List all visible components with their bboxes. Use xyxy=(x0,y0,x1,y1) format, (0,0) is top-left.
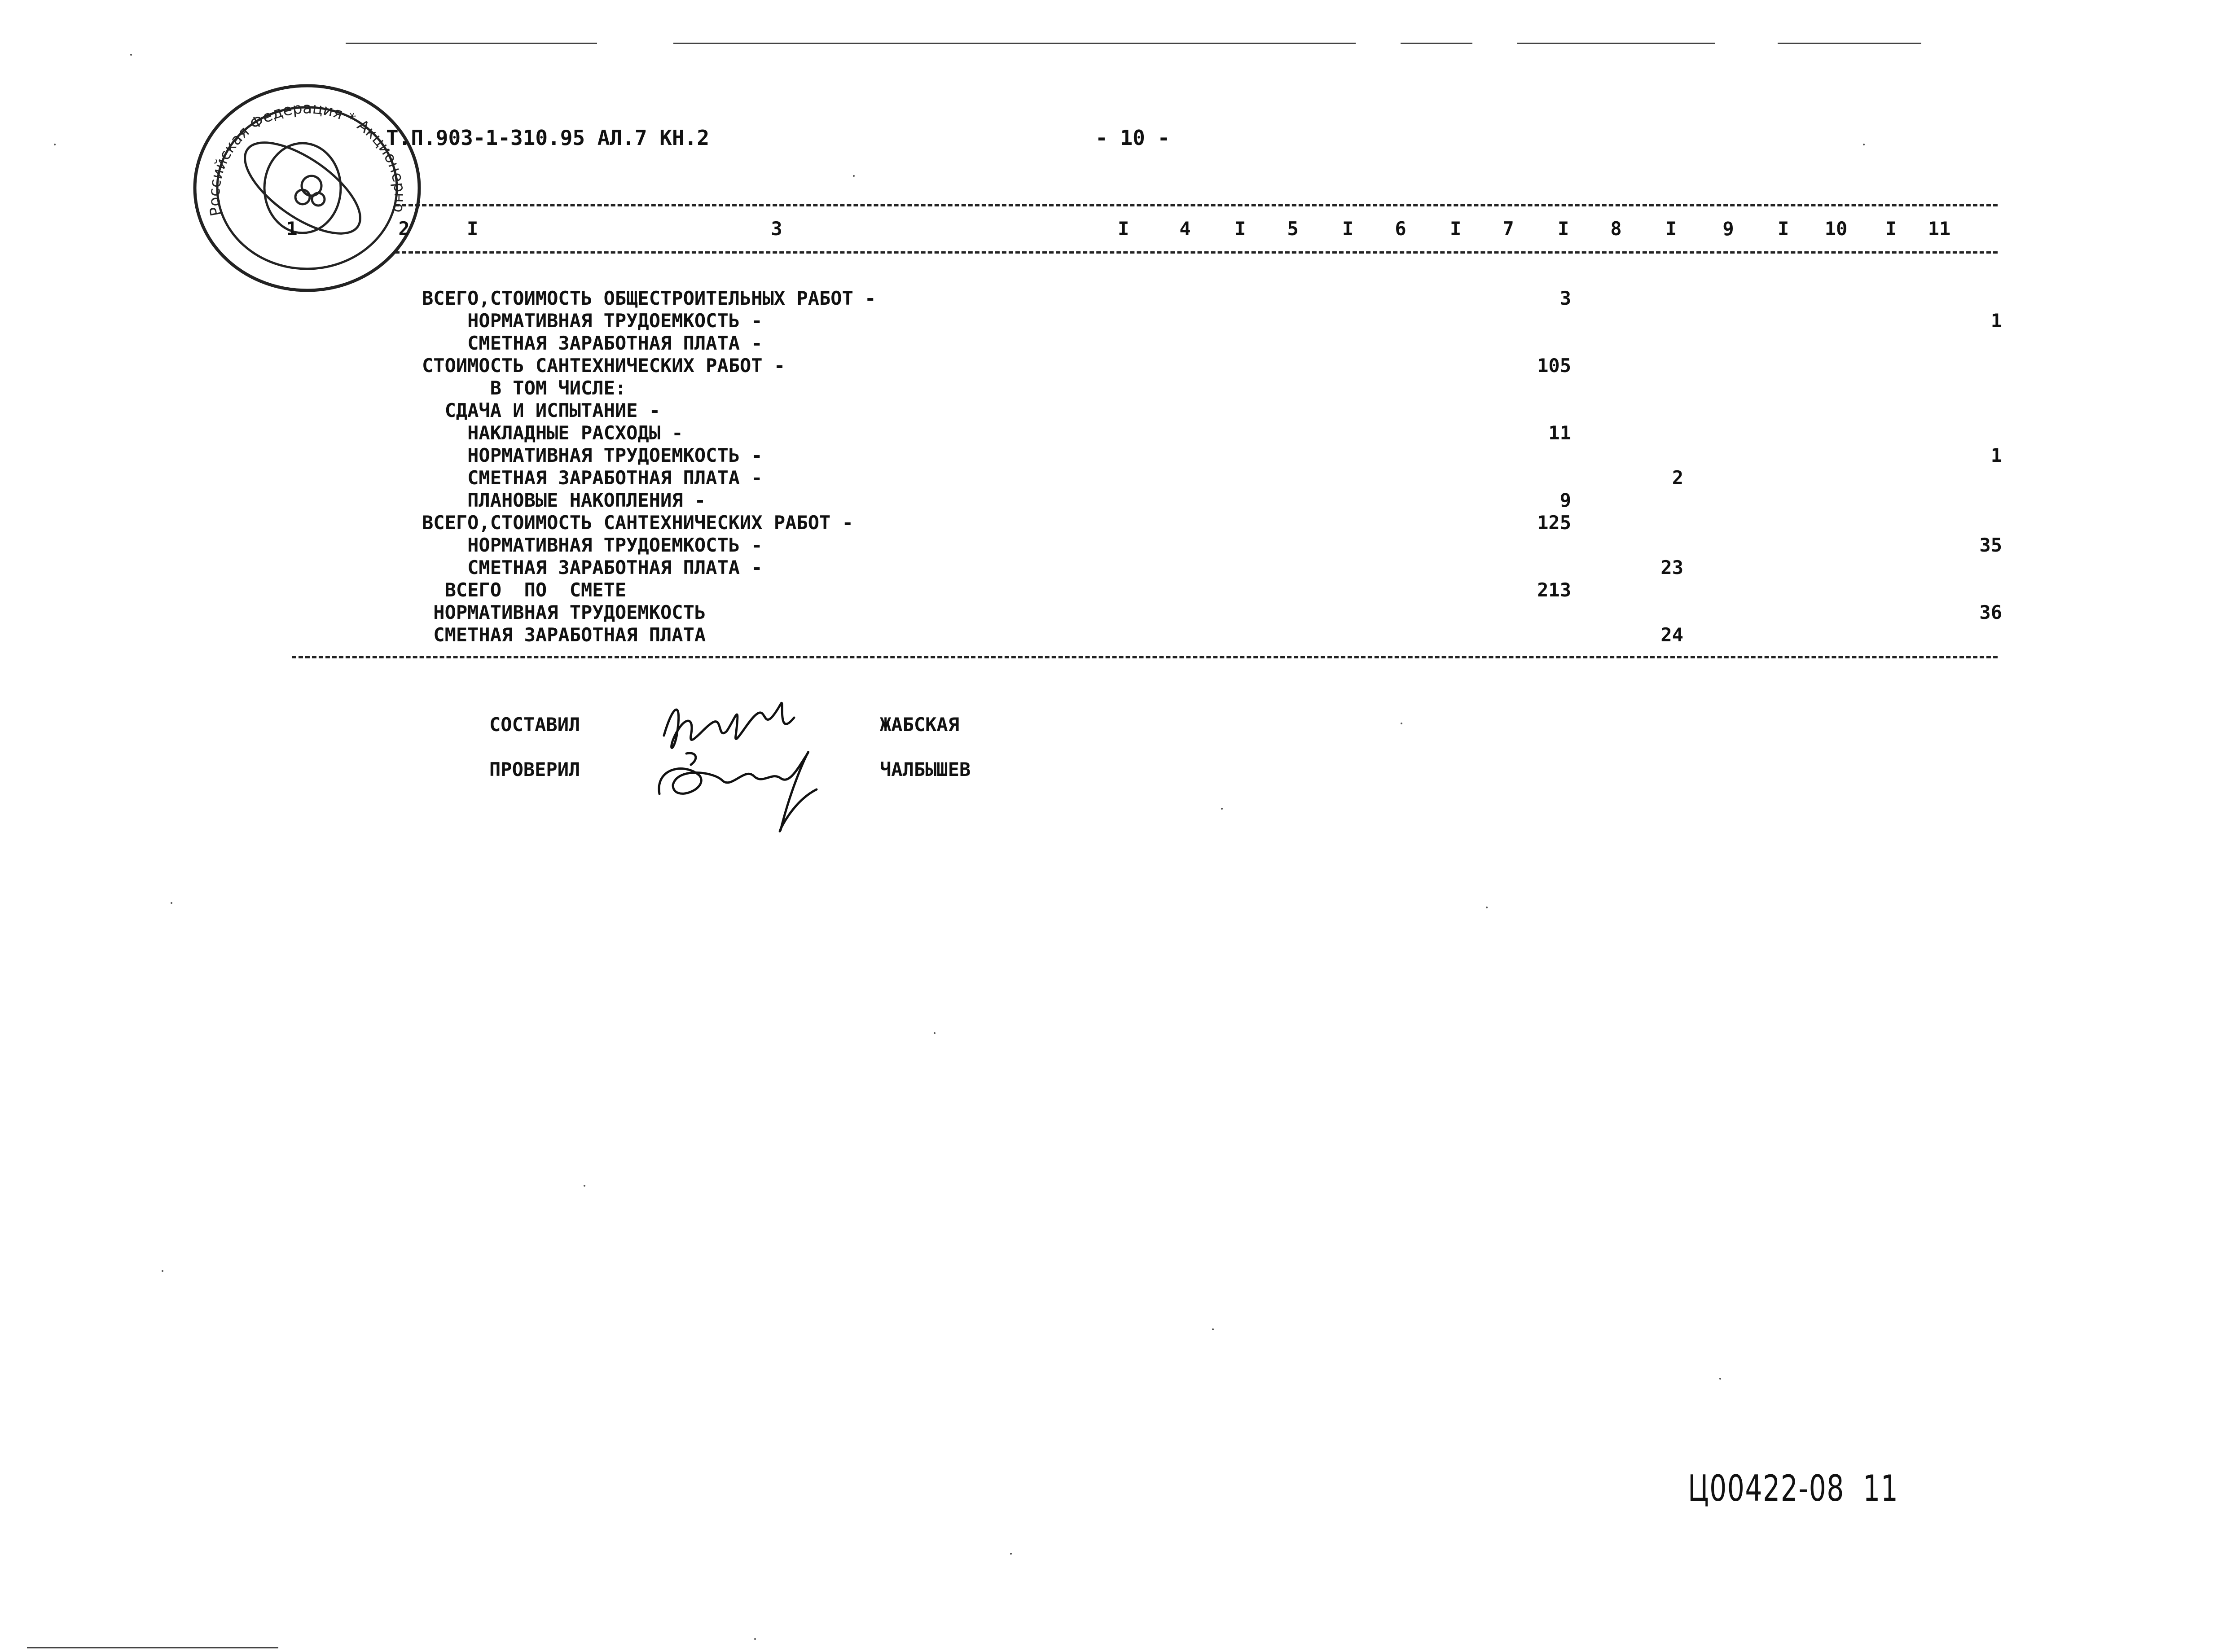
cell-c7: 9 xyxy=(1559,489,1571,511)
cell-c7: 105 xyxy=(1537,355,1571,377)
column-header: 11 xyxy=(1928,218,1951,240)
column-separator: I xyxy=(1234,218,1246,240)
row-label: СДАЧА И ИСПЫТАНИЕ - xyxy=(422,399,661,421)
row-label: НОРМАТИВНАЯ ТРУДОЕМКОСТЬ - xyxy=(422,444,763,466)
row-label: ПЛАНОВЫЕ НАКОПЛЕНИЯ - xyxy=(422,489,706,511)
column-separator: I xyxy=(1778,218,1789,240)
row-label: СМЕТНАЯ ЗАРАБОТНАЯ ПЛАТА - xyxy=(422,467,763,489)
column-separator: I xyxy=(1885,218,1897,240)
company-stamp xyxy=(182,72,415,287)
cell-c7: 3 xyxy=(1559,287,1571,309)
cell-c8: 24 xyxy=(1660,624,1683,646)
column-separator: I xyxy=(1665,218,1677,240)
scan-speck xyxy=(853,175,855,177)
svg-text:Российская Федерация * Акционе xyxy=(190,80,409,218)
bottom-rule-fragment xyxy=(27,1647,278,1648)
row-label: СМЕТНАЯ ЗАРАБОТНАЯ ПЛАТА xyxy=(422,624,706,646)
compiled-by-name: ЖАБСКАЯ xyxy=(880,714,960,736)
column-header: 1 xyxy=(286,218,298,240)
cell-c11: 1 xyxy=(1990,444,2002,466)
table-bottom-rule xyxy=(292,656,1998,658)
scan-speck xyxy=(1010,1553,1012,1555)
compiled-by-label: СОСТАВИЛ xyxy=(489,714,580,736)
column-separator: I xyxy=(467,218,479,240)
column-header: 2 xyxy=(398,218,410,240)
row-label: СМЕТНАЯ ЗАРАБОТНАЯ ПЛАТА - xyxy=(422,557,763,578)
cell-c8: 2 xyxy=(1672,467,1683,489)
column-header: 8 xyxy=(1610,218,1622,240)
row-label: ВСЕГО ПО СМЕТЕ xyxy=(422,579,627,601)
scan-speck xyxy=(130,54,132,56)
top-rule-fragment xyxy=(1778,43,1921,44)
archive-number: Ц00422-08 11 xyxy=(1688,1468,1899,1509)
top-rule-fragment xyxy=(346,43,597,44)
scan-speck xyxy=(1221,808,1223,810)
row-label: НАКЛАДНЫЕ РАСХОДЫ - xyxy=(422,422,683,444)
column-separator: I xyxy=(1558,218,1569,240)
top-rule-fragment xyxy=(673,43,1356,44)
column-header: 4 xyxy=(1179,218,1191,240)
table-top-rule xyxy=(395,204,1998,206)
row-label: СТОИМОСТЬ САНТЕХНИЧЕСКИХ РАБОТ - xyxy=(422,355,786,377)
scan-speck xyxy=(754,1638,756,1640)
column-separator: I xyxy=(1118,218,1129,240)
row-label: СМЕТНАЯ ЗАРАБОТНАЯ ПЛАТА - xyxy=(422,332,763,354)
document-code: Т.П.903-1-310.95 АЛ.7 КН.2 xyxy=(386,126,710,150)
table-header-bottom-rule xyxy=(395,251,1998,254)
row-label: В ТОМ ЧИСЛЕ: xyxy=(422,377,627,399)
scan-speck xyxy=(1212,1328,1214,1330)
checked-by-label: ПРОВЕРИЛ xyxy=(489,758,580,780)
column-separator: I xyxy=(1342,218,1354,240)
column-header: 5 xyxy=(1287,218,1299,240)
scan-speck xyxy=(1863,144,1865,145)
top-rule-fragment xyxy=(1401,43,1472,44)
scan-speck xyxy=(54,144,56,145)
scan-speck xyxy=(584,1185,585,1187)
column-header: 6 xyxy=(1395,218,1406,240)
row-label: НОРМАТИВНАЯ ТРУДОЕМКОСТЬ - xyxy=(422,534,763,556)
column-separator: I xyxy=(1450,218,1462,240)
scan-speck xyxy=(1401,723,1402,724)
cell-c8: 23 xyxy=(1660,557,1683,578)
scan-speck xyxy=(1719,1378,1721,1380)
cell-c7: 11 xyxy=(1548,422,1571,444)
stamp-text: Российская Федерация * Акционерно xyxy=(206,99,409,218)
cell-c11: 35 xyxy=(1979,534,2002,556)
row-label: ВСЕГО,СТОИМОСТЬ САНТЕХНИЧЕСКИХ РАБОТ - xyxy=(422,512,853,534)
checked-by-name: ЧАЛБЫШЕВ xyxy=(880,758,971,780)
column-header: 9 xyxy=(1722,218,1734,240)
row-label: НОРМАТИВНАЯ ТРУДОЕМКОСТЬ xyxy=(422,601,706,623)
cell-c7: 213 xyxy=(1537,579,1571,601)
scan-speck xyxy=(162,1270,163,1272)
scan-speck xyxy=(934,1032,936,1034)
column-header: 3 xyxy=(771,218,782,240)
row-label: ВСЕГО,СТОИМОСТЬ ОБЩЕСТРОИТЕЛЬНЫХ РАБОТ - xyxy=(422,287,876,309)
top-rule-fragment xyxy=(1517,43,1715,44)
handwritten-signatures xyxy=(637,678,826,830)
cell-c7: 125 xyxy=(1537,512,1571,534)
column-header: 7 xyxy=(1502,218,1514,240)
scan-speck xyxy=(1486,907,1488,908)
cell-c11: 36 xyxy=(1979,601,2002,623)
page-number: - 10 - xyxy=(1095,126,1170,150)
column-header: 10 xyxy=(1824,218,1848,240)
row-label: НОРМАТИВНАЯ ТРУДОЕМКОСТЬ - xyxy=(422,310,763,332)
scan-speck xyxy=(171,902,172,904)
cell-c11: 1 xyxy=(1990,310,2002,332)
